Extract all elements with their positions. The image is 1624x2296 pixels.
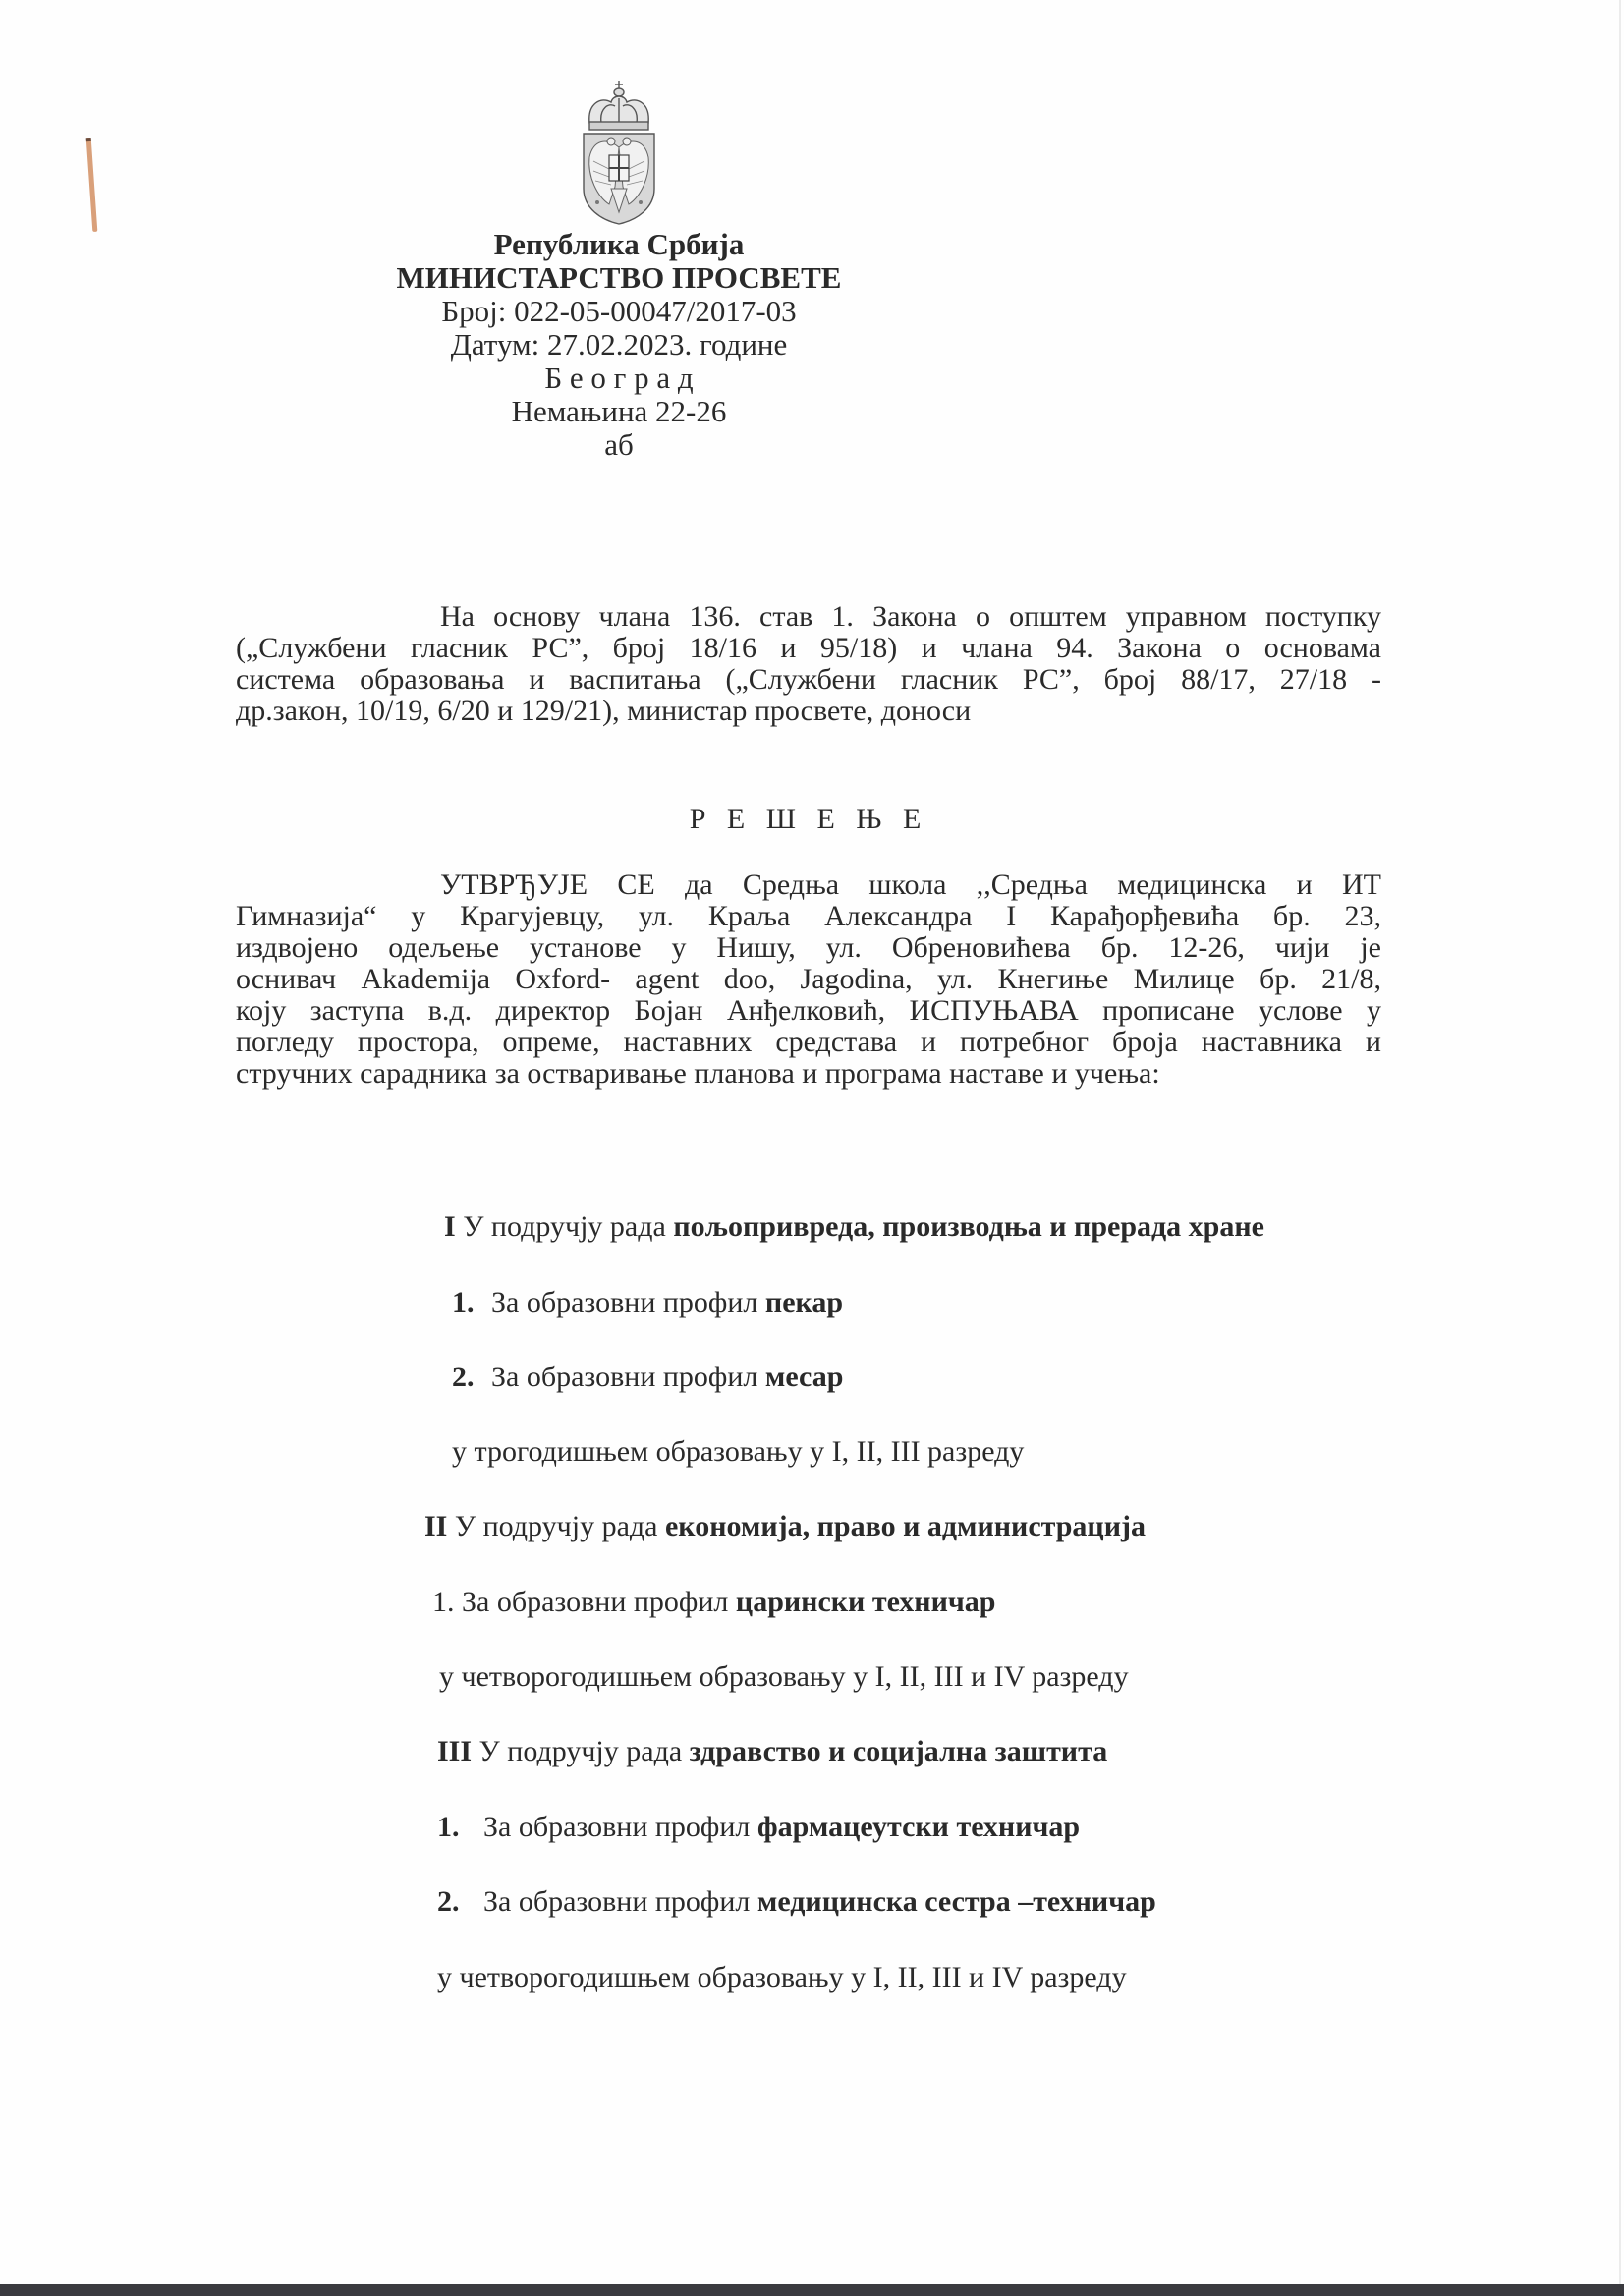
preamble-paragraph (236, 601, 1381, 727)
profile-number: 1. (452, 1286, 475, 1318)
area-numeral: III (437, 1735, 473, 1767)
profile-name: месар (764, 1361, 844, 1393)
area-scope: у четворогодишњем образовању у I, II, III и IV разреду (437, 1961, 1127, 1993)
profile-name: фармацеутски техничар (756, 1811, 1081, 1843)
staple-mark (86, 138, 98, 232)
coat-of-arms-icon (580, 79, 658, 226)
profile-item (437, 1885, 1156, 1919)
area-numeral: II (424, 1510, 448, 1542)
profile-item (432, 1586, 995, 1619)
area-prefix: У подручју рада (472, 1735, 690, 1767)
area-name: здравство и социјална заштита (689, 1735, 1108, 1767)
address: Немањина 22-26 (511, 394, 727, 428)
profile-number: 1. (437, 1811, 460, 1843)
scanner-edge (0, 2284, 1624, 2296)
letterhead (324, 228, 914, 462)
preamble-line: система образовања и васпитања („Службени гласник РС”, број 88/17, 27/18 - (236, 663, 1381, 696)
decision-line: УТВРЂУЈЕ СЕ да Средња школа ,,Средња медицинска и ИТ (440, 868, 1381, 901)
profile-prefix: За образовни профил (491, 1361, 765, 1393)
profile-item (437, 1811, 1080, 1844)
profile-name: царински техничар (735, 1586, 996, 1618)
decision-line: издвојено одељење установе у Нишу, ул. Обреновићева бр. 12-26, чији је (236, 931, 1381, 964)
profile-number: 1. (432, 1586, 455, 1618)
area-name: економија, право и администрација (664, 1510, 1146, 1542)
area-heading (444, 1210, 1264, 1244)
profile-prefix: За образовни профил (491, 1286, 765, 1318)
area-prefix: У подручју рада (455, 1210, 674, 1243)
profile-number: 2. (452, 1361, 475, 1393)
profile-prefix: За образовни профил (454, 1586, 736, 1618)
initials: аб (604, 427, 634, 462)
profile-item (452, 1361, 843, 1394)
city: Б е о г р а д (544, 361, 694, 395)
preamble-line: На основу члана 136. став 1. Закона о општем управном поступку (440, 600, 1381, 633)
decision-title: Р Е Ш Е Њ Е (689, 803, 928, 835)
preamble-line: др.закон, 10/19, 6/20 и 129/21), министар просвете, доноси (236, 695, 972, 727)
profile-prefix: За образовни профил (483, 1811, 757, 1843)
profile-name: медицинска сестра –техничар (756, 1885, 1156, 1918)
decision-line: погледу простора, опреме, наставних средстава и потребног броја наставника и (236, 1026, 1381, 1058)
area-scope: у трогодишњем образовању у I, II, III разреду (452, 1435, 1025, 1468)
reference-number: Број: 022-05-00047/2017-03 (441, 294, 797, 328)
document-date: Датум: 27.02.2023. године (450, 327, 788, 362)
area-heading (437, 1735, 1107, 1768)
profile-item (452, 1286, 843, 1319)
ministry-name: МИНИСТАРСТВО ПРОСВЕТЕ (396, 260, 842, 295)
area-numeral: I (444, 1210, 456, 1243)
profile-name: пекар (764, 1286, 844, 1318)
country-name: Република Србија (493, 227, 745, 261)
area-prefix: У подручју рада (447, 1510, 665, 1542)
paper-edge (1619, 0, 1621, 2284)
decision-line: коју заступа в.д. директор Бојан Анђелковић, ИСПУЊАВА прописане услове у (236, 994, 1381, 1027)
decision-line: Гимназија“ у Крагујевцу, ул. Краља Александра I Карађорђевића бр. 23, (236, 900, 1381, 932)
area-name: пољопривреда, производња и прерада хране (673, 1210, 1264, 1243)
area-heading (424, 1510, 1146, 1543)
area-scope: у четворогодишњем образовању у I, II, III и IV разреду (439, 1660, 1129, 1693)
decision-line: стручних сарадника за остваривање планова и програма наставе и учења: (236, 1057, 1160, 1090)
profile-prefix: За образовни профил (483, 1885, 757, 1918)
profile-number: 2. (437, 1885, 460, 1918)
decision-paragraph (236, 869, 1381, 1090)
preamble-line: („Службени гласник РС”, број 18/16 и 95/18) и члана 94. Закона о основама (236, 632, 1381, 664)
decision-line: оснивач Akademija Oxford- agent doo, Jagodina, ул. Кнегиње Милице бр. 21/8, (236, 963, 1381, 995)
